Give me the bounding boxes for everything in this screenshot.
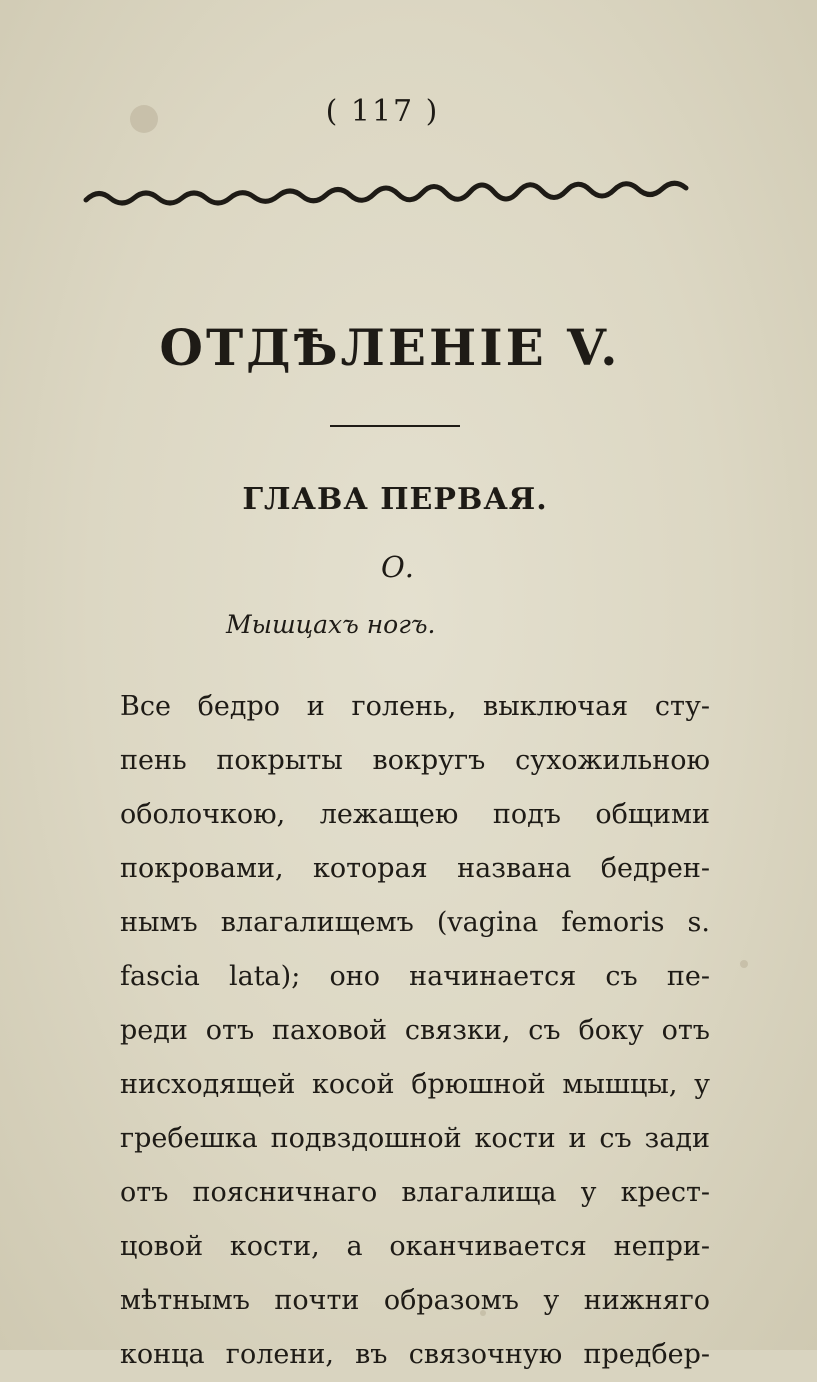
text-line: fascia lata); оно начинается съ пе- (120, 961, 710, 992)
chapter-title: ГЛАВА ПЕРВАЯ. (242, 482, 548, 517)
text-line: нисходящей косой брюшной мышцы, у (120, 1069, 710, 1100)
page-number: ( 117 ) (325, 94, 440, 129)
text-line: покровами, которая названа бедрен- (120, 853, 710, 884)
text-line: реди отъ паховой связки, съ боку отъ (120, 1015, 710, 1046)
wave-ornament-divider (86, 180, 686, 208)
text-line: цовой кости, а оканчивается непри- (120, 1231, 710, 1262)
text-line: пень покрыты вокругъ сухожильною (120, 745, 710, 776)
title-divider-rule (330, 425, 460, 427)
text-line: отъ поясничнаго влагалища у крест- (120, 1177, 710, 1208)
text-line: оболочкою, лежащею подъ общими (120, 799, 710, 830)
text-line: нымъ влагалищемъ (vagina femoris s. (120, 907, 710, 938)
text-line: конца голени, въ связочную предбер- (120, 1339, 710, 1370)
text-line: мѣтнымъ почти образомъ у нижняго (120, 1285, 710, 1316)
text-line: Все бедро и голень, выключая сту- (120, 691, 710, 722)
chapter-about-word: О. (381, 550, 414, 584)
body-paragraph (120, 680, 710, 1382)
paper-stain (740, 960, 748, 968)
section-title: ОТДѢЛЕНІЕ V. (159, 318, 621, 377)
chapter-subject: Мышцахъ ногъ. (226, 610, 436, 639)
text-line: гребешка подвздошной кости и съ зади (120, 1123, 710, 1154)
